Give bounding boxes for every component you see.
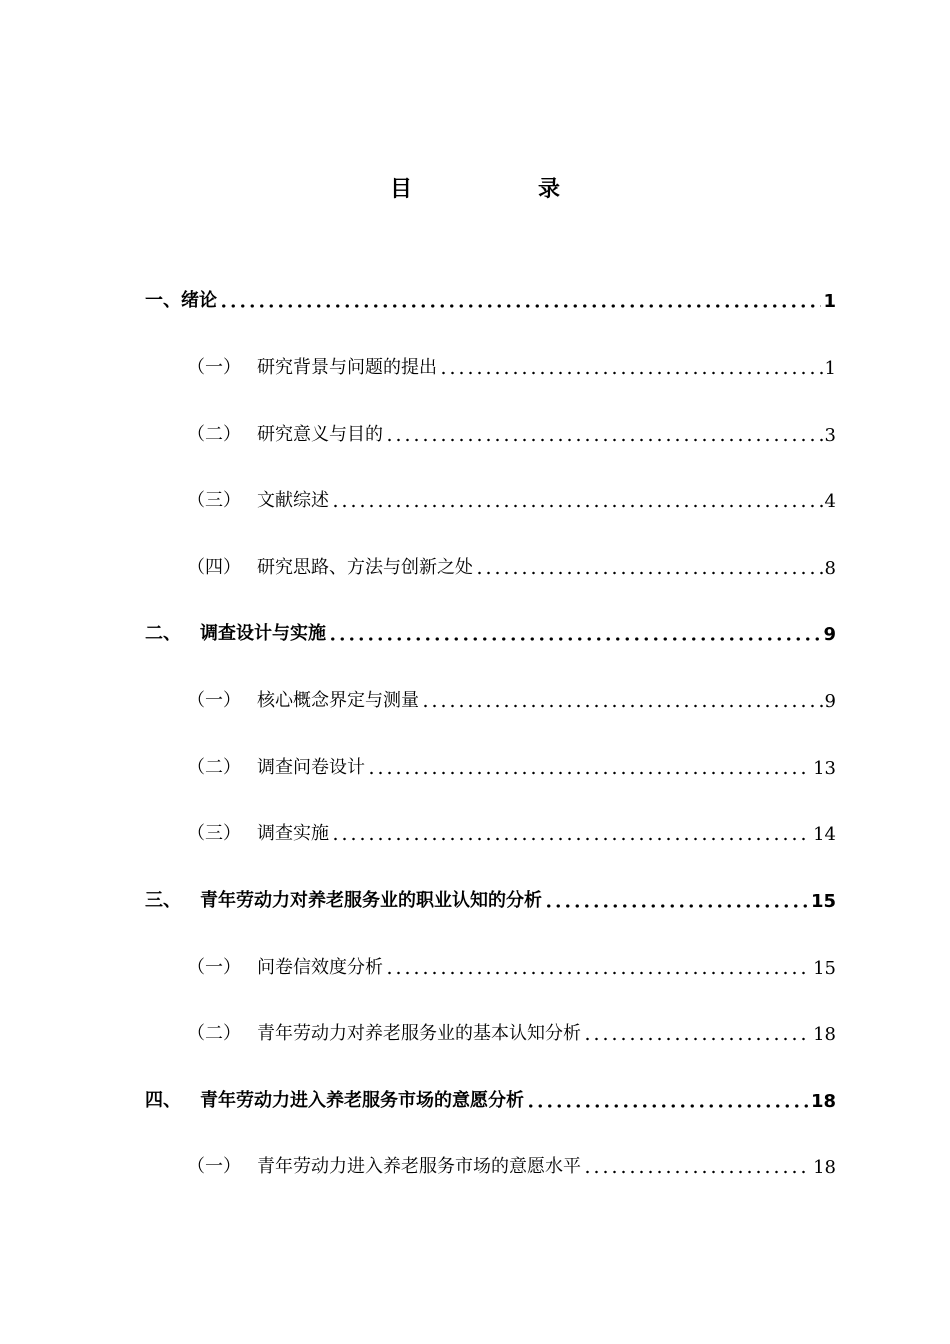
dot-leader xyxy=(421,704,823,708)
toc-entry-section-1-2[interactable] xyxy=(145,418,836,446)
dot-leader xyxy=(439,371,823,375)
toc-entry-number: （二） xyxy=(187,1023,241,1044)
toc-entry-number: （一） xyxy=(187,357,241,378)
toc-entry-number: （二） xyxy=(187,424,241,445)
toc-entry-number: 二、 xyxy=(145,623,181,644)
toc-entry-page: 9 xyxy=(823,624,836,645)
toc-entry-page: 1 xyxy=(823,291,836,312)
toc-entry-section-2-3[interactable] xyxy=(145,817,836,845)
toc-entry-label: 研究背景与问题的提出 xyxy=(257,357,437,378)
toc-entry-label: 绪论 xyxy=(181,290,217,311)
toc-entry-number: （一） xyxy=(187,690,241,711)
dot-leader xyxy=(331,837,811,841)
toc-entry-label: 青年劳动力进入养老服务市场的意愿分析 xyxy=(200,1090,524,1111)
toc-entry-number: 四、 xyxy=(145,1090,181,1111)
dot-leader xyxy=(331,504,823,508)
dot-leader xyxy=(385,438,823,442)
toc-entry-label: 青年劳动力进入养老服务市场的意愿水平 xyxy=(257,1156,581,1177)
dot-leader xyxy=(544,904,809,908)
toc-entry-page: 13 xyxy=(813,758,836,779)
toc-entry-page: 15 xyxy=(810,891,836,912)
toc-entry-page: 18 xyxy=(813,1157,836,1178)
toc-entry-number: （一） xyxy=(187,957,241,978)
toc-entry-chapter-1[interactable] xyxy=(145,284,836,312)
toc-entry-section-1-3[interactable] xyxy=(145,484,836,512)
toc-entry-number: （一） xyxy=(187,1156,241,1177)
page-title: 目 录 xyxy=(389,177,612,202)
toc-entry-page: 9 xyxy=(824,691,836,712)
toc-entry-label: 调查设计与实施 xyxy=(200,623,326,644)
toc-entry-label: 研究思路、方法与创新之处 xyxy=(257,557,473,578)
toc-entry-page: 1 xyxy=(824,358,836,379)
dot-leader xyxy=(328,637,821,641)
toc-entry-label: 调查问卷设计 xyxy=(257,757,365,778)
toc-entry-number: （三） xyxy=(187,823,241,844)
toc-entry-section-4-1[interactable] xyxy=(145,1150,836,1178)
dot-leader xyxy=(475,571,823,575)
toc-entry-label: 青年劳动力对养老服务业的基本认知分析 xyxy=(257,1023,581,1044)
toc-entry-number: 一、 xyxy=(145,290,181,311)
dot-leader xyxy=(526,1104,809,1108)
toc-entry-number: （三） xyxy=(187,490,241,511)
dot-leader xyxy=(583,1170,811,1174)
dot-leader xyxy=(385,971,811,975)
toc-entry-section-1-1[interactable] xyxy=(145,351,836,379)
toc-entry-page: 15 xyxy=(813,958,836,979)
toc-entry-number: 三、 xyxy=(145,890,181,911)
toc-entry-chapter-4[interactable] xyxy=(145,1084,836,1112)
dot-leader xyxy=(219,304,821,308)
toc-entry-label: 文献综述 xyxy=(257,490,329,511)
toc-entry-chapter-2[interactable] xyxy=(145,617,836,645)
toc-entry-section-2-1[interactable] xyxy=(145,684,836,712)
toc-entry-label: 核心概念界定与测量 xyxy=(257,690,419,711)
toc-entry-section-3-2[interactable] xyxy=(145,1017,836,1045)
dot-leader xyxy=(367,771,811,775)
toc-entry-page: 18 xyxy=(810,1091,836,1112)
toc-entry-page: 4 xyxy=(824,491,836,512)
toc-entry-label: 问卷信效度分析 xyxy=(257,957,383,978)
toc-entry-page: 8 xyxy=(824,558,836,579)
toc-entry-label: 研究意义与目的 xyxy=(257,424,383,445)
toc-entry-section-1-4[interactable] xyxy=(145,551,836,579)
toc-entry-page: 14 xyxy=(813,824,836,845)
toc-entry-page: 3 xyxy=(824,425,836,446)
toc-entry-label: 调查实施 xyxy=(257,823,329,844)
toc-entry-number: （二） xyxy=(187,757,241,778)
toc-entry-section-3-1[interactable] xyxy=(145,951,836,979)
toc-entry-chapter-3[interactable] xyxy=(145,884,836,912)
toc-entry-page: 18 xyxy=(813,1024,836,1045)
toc-entry-number: （四） xyxy=(187,557,241,578)
toc-entry-section-2-2[interactable] xyxy=(145,751,836,779)
toc-entry-label: 青年劳动力对养老服务业的职业认知的分析 xyxy=(200,890,542,911)
dot-leader xyxy=(583,1037,811,1041)
